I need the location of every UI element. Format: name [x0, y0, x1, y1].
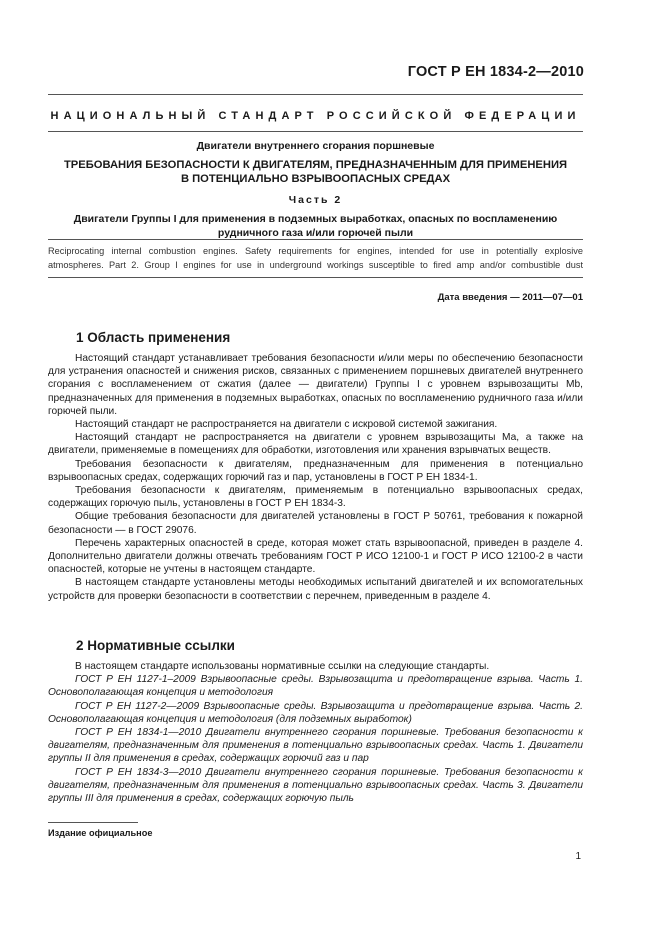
section1-heading: 1 Область применения	[76, 330, 231, 345]
page-number: 1	[575, 851, 581, 862]
edition-label: Издание официальное	[48, 828, 153, 838]
header-rule	[48, 94, 583, 95]
intro-date: Дата введения — 2011—07—01	[437, 292, 583, 303]
main-title-line2: В ПОТЕНЦИАЛЬНО ВЗРЫВООПАСНЫХ СРЕДАХ	[180, 173, 451, 185]
paragraph: В настоящем стандарте установлены методы необходимых испытаний двигателей и их вспомогательных устройств для проверки безопасности в соответствии с перечнем, приведенным в разделе 4.	[48, 577, 583, 602]
section2-heading: 2 Нормативные ссылки	[76, 638, 235, 653]
footer-rule	[48, 822, 138, 823]
english-title-line1: Reciprocating internal combustion engines. Safety requirements for engines, intended for use in potentially explosive	[48, 246, 583, 256]
subtitle-line2: рудничного газа и/или горючей пыли	[217, 227, 414, 239]
part-label: Часть 2	[288, 194, 343, 206]
english-title	[48, 245, 583, 272]
national-standard-banner: НАЦИОНАЛЬНЫЙ СТАНДАРТ РОССИЙСКОЙ ФЕДЕРАЦИИ	[50, 110, 581, 122]
english-rule	[48, 277, 583, 278]
section2-body	[48, 660, 583, 805]
english-title-line2: atmospheres. Part 2. Group I engines for use in underground workings susceptible to fired amp and/or combustible dust	[48, 259, 583, 270]
subtitle-line1: Двигатели Группы I для применения в подземных выработках, опасных по воспламенению	[73, 213, 558, 225]
paragraph: Настоящий стандарт не распространяется на двигатели с уровнем взрывозащиты Ма, а также на двигатели, применяемые в помещениях для обработки, изготовления или хранения взрывчатых веществ.	[48, 432, 583, 457]
main-title-line1: ТРЕБОВАНИЯ БЕЗОПАСНОСТИ К ДВИГАТЕЛЯМ, ПРЕДНАЗНАЧЕННЫМ ДЛЯ ПРИМЕНЕНИЯ	[63, 159, 568, 171]
main-title	[48, 158, 583, 186]
title-line1: Двигатели внутреннего сгорания поршневые	[196, 140, 435, 152]
paragraph: Требования безопасности к двигателям, применяемым в потенциально взрывоопасных средах, содержащих горючую пыль, установлены в ГОСТ Р ЕН 1834-3.	[48, 485, 583, 510]
reference-item: ГОСТ Р ЕН 1834-3—2010 Двигатели внутреннего сгорания поршневые. Требования безопасности к двигателям, предназначенным для применения в потенциально взрывоопасных средах. Часть 3. Двигатели группы III для применения в средах, содержащих горючую пыль	[48, 766, 583, 805]
subtitle	[48, 212, 583, 240]
paragraph	[48, 660, 583, 673]
paragraph: Настоящий стандарт не распространяется на двигатели с искровой системой зажигания.	[75, 419, 498, 431]
banner-rule	[48, 131, 583, 132]
paragraph: Перечень характерных опасностей в среде, которая может стать взрывоопасной, приведен в разделе 4. Дополнительно двигатели должны отвечать требованиям ГОСТ Р ИСО 12100-1 и ГОСТ Р ИСО 12100-2 в части опасностей, которые не учтены в настоящем стандарте.	[48, 537, 583, 576]
refs-intro: В настоящем стандарте использованы нормативные ссылки на следующие стандарты.	[75, 661, 490, 672]
title-rule	[48, 239, 583, 240]
section1-body	[48, 352, 583, 603]
paragraph: Общие требования безопасности для двигателей установлены в ГОСТ Р 50761, требования к пожарной безопасности — в ГОСТ 29076.	[48, 511, 583, 536]
standard-id: ГОСТ Р ЕН 1834-2—2010	[407, 64, 584, 80]
paragraph: Настоящий стандарт устанавливает требования безопасности и/или меры по обеспечению безопасности для устранения опасностей и снижения рисков, связанных с применением поршневых двигателей внутреннего сгорания с воспламенением от сжатия (далее — двигатели) Группы I с уровнем взрывозащиты Mb, предназначенных для применения в подземных выработках, опасных по воспламенению рудничного газа и/или горючей пыли.	[48, 353, 583, 417]
reference-item: ГОСТ Р ЕН 1127-1–2009 Взрывоопасные среды. Взрывозащита и предотвращение взрыва. Часть 1. Основополагающая концепция и методология	[48, 674, 583, 699]
reference-item: ГОСТ Р ЕН 1834-1—2010 Двигатели внутреннего сгорания поршневые. Требования безопасности к двигателям, предназначенным для применения в потенциально взрывоопасных средах. Часть 1. Двигатели группы II для применения в средах, содержащих горючий газ и пар	[48, 727, 583, 765]
reference-item: ГОСТ Р ЕН 1127-2—2009 Взрывоопасные среды. Взрывозащита и предотвращение взрыва. Часть 2. Основополагающая концепция и методология (для подземных выработок)	[48, 700, 583, 725]
paragraph: Требования безопасности к двигателям, предназначенным для применения в потенциально взрывоопасных средах, содержащих горючий газ и пар, установлены в ГОСТ Р ЕН 1834-1.	[48, 458, 583, 483]
